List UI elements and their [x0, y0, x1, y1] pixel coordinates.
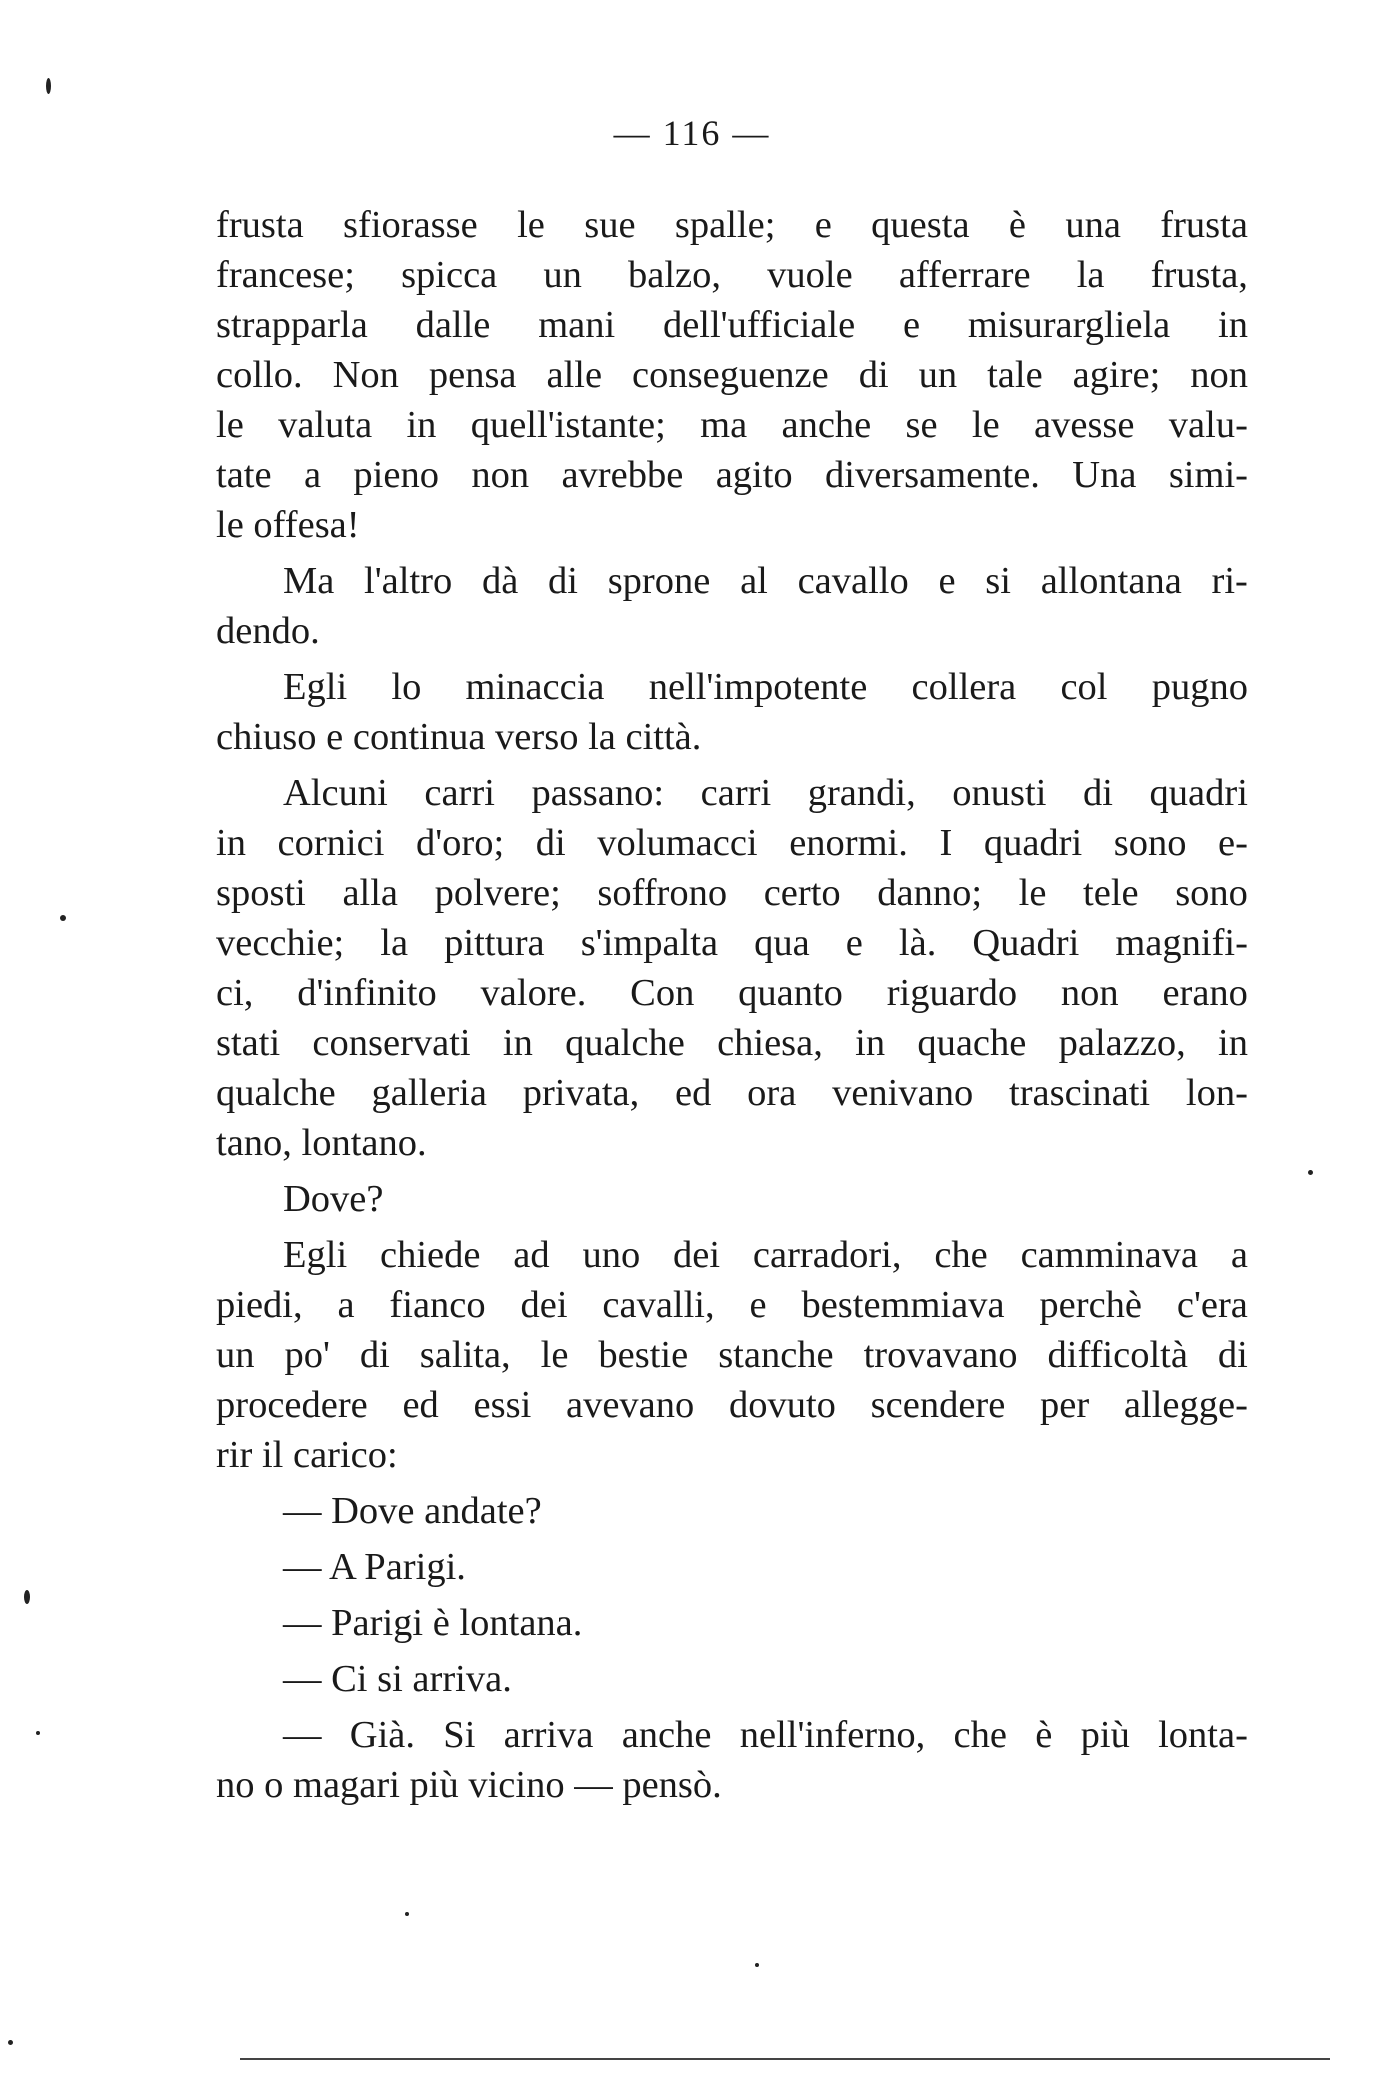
text-line: strapparla dalle mani dell'ufficiale e misurargliela in — [216, 304, 1248, 346]
scan-speck — [755, 1963, 759, 1967]
text-line: ci, d'infinito valore. Con quanto riguardo non erano — [216, 972, 1248, 1014]
paragraph — [216, 1598, 1248, 1648]
text-line: qualche galleria privata, ed ora venivano trascinati lon- — [216, 1072, 1248, 1114]
text-line: francese; spicca un balzo, vuole afferrare la frusta, — [216, 254, 1248, 296]
text-line: collo. Non pensa alle conseguenze di un tale agire; non — [216, 354, 1248, 396]
bottom-rule — [240, 2058, 1330, 2060]
text-line: — Dove andate? — [283, 1490, 542, 1532]
text-line: stati conservati in qualche chiesa, in quache palazzo, in — [216, 1022, 1248, 1064]
paragraph — [216, 200, 1248, 550]
body-text — [216, 200, 1248, 1810]
text-line: le valuta in quell'istante; ma anche se le avesse valu- — [216, 404, 1248, 446]
page-number: — 116 — — [613, 113, 771, 153]
scan-speck — [1308, 1170, 1313, 1175]
paragraph — [216, 556, 1248, 656]
text-line: tano, lontano. — [216, 1122, 427, 1164]
text-line: Egli lo minaccia nell'impotente collera col pugno — [283, 666, 1248, 708]
text-line: — Parigi è lontana. — [283, 1602, 583, 1644]
paragraph — [216, 1654, 1248, 1704]
text-line: — Già. Si arriva anche nell'inferno, che è più lonta- — [283, 1714, 1248, 1756]
text-line: in cornici d'oro; di volumacci enormi. I quadri sono e- — [216, 822, 1248, 864]
scan-speck — [405, 1912, 409, 1916]
paragraph — [216, 1542, 1248, 1592]
text-line: dendo. — [216, 610, 320, 652]
scan-speck — [60, 915, 66, 921]
text-line: un po' di salita, le bestie stanche trovavano difficoltà di — [216, 1334, 1248, 1376]
scan-speck — [24, 1590, 30, 1604]
text-line: Ma l'altro dà di sprone al cavallo e si allontana ri- — [283, 560, 1248, 602]
text-line: no o magari più vicino — pensò. — [216, 1764, 722, 1806]
paragraph — [216, 768, 1248, 1168]
scan-speck — [36, 1731, 40, 1735]
text-line: procedere ed essi avevano dovuto scendere per allegge- — [216, 1384, 1248, 1426]
text-line: — Ci si arriva. — [283, 1658, 512, 1700]
text-line: sposti alla polvere; soffrono certo danno; le tele sono — [216, 872, 1248, 914]
text-line: Dove? — [283, 1178, 384, 1220]
text-line: frusta sfiorasse le sue spalle; e questa è una frusta — [216, 204, 1248, 246]
text-line: Alcuni carri passano: carri grandi, onusti di quadri — [283, 772, 1248, 814]
text-line: vecchie; la pittura s'impalta qua e là. Quadri magnifi- — [216, 922, 1248, 964]
paragraph — [216, 1710, 1248, 1810]
paragraph — [216, 1230, 1248, 1480]
text-line: Egli chiede ad uno dei carradori, che camminava a — [283, 1234, 1248, 1276]
text-line: tate a pieno non avrebbe agito diversamente. Una simi- — [216, 454, 1248, 496]
text-line: le offesa! — [216, 504, 360, 546]
scan-speck — [8, 2040, 13, 2045]
paragraph — [216, 1486, 1248, 1536]
scan-speck — [46, 78, 51, 94]
text-line: rir il carico: — [216, 1434, 398, 1476]
text-line: piedi, a fianco dei cavalli, e bestemmiava perchè c'era — [216, 1284, 1248, 1326]
text-line: — A Parigi. — [283, 1546, 466, 1588]
paragraph — [216, 1174, 1248, 1224]
text-line: chiuso e continua verso la città. — [216, 716, 702, 758]
paragraph — [216, 662, 1248, 762]
